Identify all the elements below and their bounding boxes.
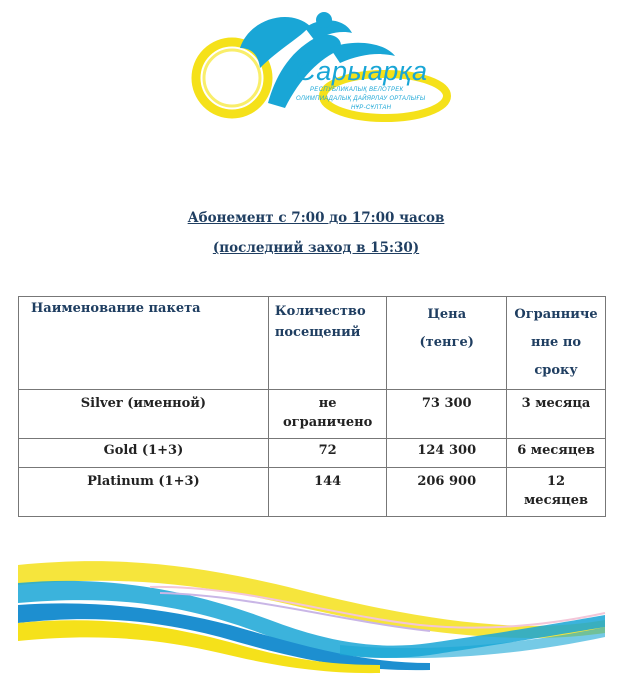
wave-ribbon-decoration [0, 545, 632, 675]
logo-name: Сарыарқа [296, 56, 428, 86]
header-price-line2: (тенге) [419, 335, 474, 350]
logo-subtitle-line3: НҰР-СҰЛТАН [351, 105, 392, 111]
page-title: Абонемент с 7:00 до 17:00 часов [187, 210, 445, 226]
header-count: Количество посещений [268, 297, 387, 390]
header-term-line2: нне по [531, 335, 582, 350]
cell-count: не ограничено [268, 390, 387, 439]
cell-price: 206 900 [387, 468, 507, 517]
header-term [507, 297, 606, 390]
cell-price: 73 300 [387, 390, 507, 439]
cell-package: Silver (именной) [19, 390, 269, 439]
logo-text-block [296, 56, 476, 113]
cell-count: 72 [268, 439, 387, 468]
cell-price: 124 300 [387, 439, 507, 468]
header-price [387, 297, 507, 390]
cell-package: Gold (1+3) [19, 439, 269, 468]
table-row [19, 468, 606, 517]
table-header-row [19, 297, 606, 390]
cell-count: 144 [268, 468, 387, 517]
cell-term: 3 месяца [507, 390, 606, 439]
cell-term: 12 месяцев [507, 468, 606, 517]
logo-subtitle-line2: ОЛИМПИАДАЛЫҚ ДАЙЯРЛАУ ОРТАЛЫҒЫ [296, 96, 426, 102]
header-term-line1: Огранниче [514, 307, 598, 322]
table-row [19, 439, 606, 468]
header-package: Наименование пакета [19, 297, 269, 390]
header-term-line3: сроку [534, 363, 578, 378]
price-table [18, 296, 606, 517]
page-subtitle: (последний заход в 15:30) [212, 240, 420, 256]
logo-subtitle-line1: РЕСПУБЛИКАЛЫҚ ВЕЛОТРЕК [310, 87, 404, 93]
cell-term: 6 месяцев [507, 439, 606, 468]
cell-package: Platinum (1+3) [19, 468, 269, 517]
header-price-line1: Цена [427, 307, 467, 322]
table-row [19, 390, 606, 439]
